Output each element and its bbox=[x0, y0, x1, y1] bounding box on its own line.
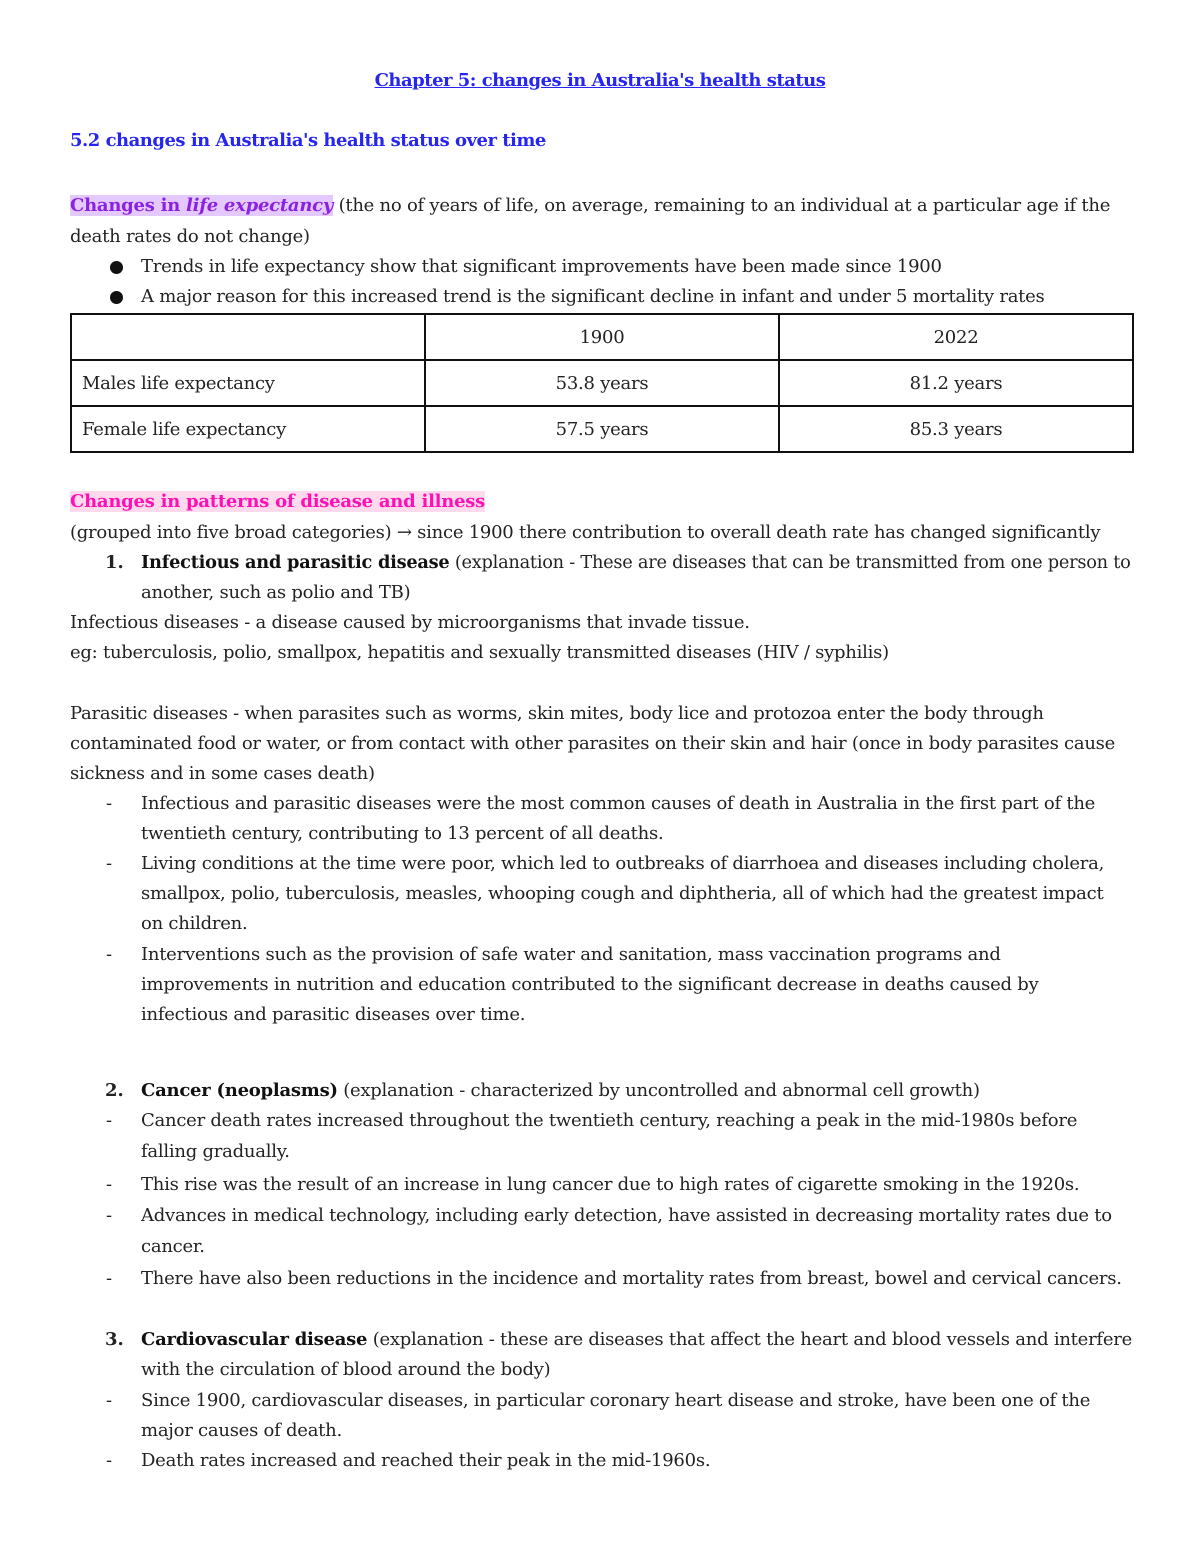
table-header-row bbox=[71, 314, 1133, 360]
table-cell: 57.5 years bbox=[425, 406, 779, 452]
list-item: on children. bbox=[141, 913, 248, 934]
disease-heading-line bbox=[70, 487, 485, 517]
list-item: falling gradually. bbox=[141, 1141, 290, 1162]
table-cell: 85.3 years bbox=[779, 406, 1133, 452]
cardio-explanation: (explanation - these are diseases that affect the heart and blood vessels and interfere bbox=[367, 1329, 1132, 1350]
list-number: 3. bbox=[105, 1329, 124, 1350]
section-subtitle: 5.2 changes in Australia's health status over time bbox=[70, 130, 546, 151]
list-item: Since 1900, cardiovascular diseases, in particular coronary heart disease and stroke, have been one of the bbox=[141, 1390, 1091, 1411]
list-item: infectious and parasitic diseases over time. bbox=[141, 1004, 526, 1025]
list-dash: - bbox=[106, 1110, 113, 1131]
list-item: Cancer death rates increased throughout the twentieth century, reaching a peak in the mid-1980s before bbox=[141, 1110, 1078, 1131]
list-dash: - bbox=[106, 1205, 113, 1226]
list-item: improvements in nutrition and education contributed to the significant decrease in deaths caused by bbox=[141, 974, 1039, 995]
life-expectancy-heading-line bbox=[70, 191, 1110, 221]
infectious-examples: eg: tuberculosis, polio, smallpox, hepatitis and sexually transmitted diseases (HIV / syphilis) bbox=[70, 642, 889, 663]
list-item: cancer. bbox=[141, 1236, 205, 1257]
list-dash: - bbox=[106, 1174, 113, 1195]
table-header-cell: 2022 bbox=[779, 314, 1133, 360]
list-item: Death rates increased and reached their peak in the mid-1960s. bbox=[141, 1450, 711, 1471]
cancer-heading-line bbox=[141, 1076, 980, 1106]
list-dash: - bbox=[106, 1450, 113, 1471]
list-dash: - bbox=[106, 944, 113, 965]
infectious-explanation: (explanation - These are diseases that can be transmitted from one person to bbox=[449, 553, 1131, 573]
bullet-icon bbox=[110, 291, 123, 304]
list-number: 2. bbox=[105, 1080, 124, 1101]
table-header-cell: 1900 bbox=[425, 314, 779, 360]
cardio-heading-line bbox=[141, 1325, 1132, 1355]
bullet-icon bbox=[110, 261, 123, 274]
list-item: twentieth century, contributing to 13 percent of all deaths. bbox=[141, 823, 664, 844]
table-header-cell bbox=[71, 314, 425, 360]
infectious-explanation-cont: another, such as polio and TB) bbox=[141, 582, 411, 603]
list-item: Living conditions at the time were poor, which led to outbreaks of diarrhoea and diseases including cholera, bbox=[141, 853, 1105, 874]
list-item: smallpox, polio, tuberculosis, measles, whooping cough and diphtheria, all of which had the greatest impact bbox=[141, 883, 1104, 904]
list-item: Infectious and parasitic diseases were the most common causes of death in Australia in the first part of the bbox=[141, 793, 1096, 814]
table-row bbox=[71, 360, 1133, 406]
life-expectancy-table bbox=[70, 313, 1134, 453]
cancer-heading: Cancer (neoplasms) bbox=[141, 1080, 338, 1101]
life-expectancy-definition: (the no of years of life, on average, remaining to an individual at a particular age if the bbox=[333, 195, 1111, 216]
infectious-definition: Infectious diseases - a disease caused by microorganisms that invade tissue. bbox=[70, 612, 750, 633]
cardio-heading: Cardiovascular disease bbox=[141, 1329, 368, 1350]
cardio-explanation-cont: with the circulation of blood around the body) bbox=[141, 1359, 551, 1380]
cancer-explanation: (explanation - characterized by uncontrolled and abnormal cell growth) bbox=[337, 1080, 980, 1101]
list-dash: - bbox=[106, 853, 113, 874]
list-item: Advances in medical technology, including early detection, have assisted in decreasing mortality rates due to bbox=[141, 1205, 1112, 1226]
parasitic-definition-cont: sickness and in some cases death) bbox=[70, 763, 375, 784]
life-expectancy-bullet-2: A major reason for this increased trend is the significant decline in infant and under 5 mortality rates bbox=[141, 286, 1045, 307]
list-item: There have also been reductions in the incidence and mortality rates from breast, bowel and cervical cancers. bbox=[141, 1268, 1122, 1289]
infectious-heading: Infectious and parasitic disease bbox=[141, 552, 450, 573]
list-dash: - bbox=[106, 793, 113, 814]
parasitic-definition: Parasitic diseases - when parasites such as worms, skin mites, body lice and protozoa enter the body through bbox=[70, 703, 1044, 724]
list-dash: - bbox=[106, 1268, 113, 1289]
table-cell: 81.2 years bbox=[779, 360, 1133, 406]
list-number: 1. bbox=[105, 552, 124, 573]
table-cell: Males life expectancy bbox=[71, 360, 425, 406]
life-expectancy-definition-cont: death rates do not change) bbox=[70, 226, 310, 247]
life-expectancy-term: life expectancy bbox=[186, 195, 334, 216]
parasitic-definition-cont: contaminated food or water, or from contact with other parasites on their skin and hair (once in body parasites cause bbox=[70, 733, 1116, 754]
table-row bbox=[71, 406, 1133, 452]
life-expectancy-heading: Changes in life expectancy bbox=[70, 195, 334, 216]
list-item: major causes of death. bbox=[141, 1420, 342, 1441]
list-dash: - bbox=[106, 1390, 113, 1411]
infectious-heading-line bbox=[141, 548, 1131, 578]
page-title: Chapter 5: changes in Australia's health status bbox=[374, 70, 826, 91]
list-item: This rise was the result of an increase in lung cancer due to high rates of cigarette smoking in the 1920s. bbox=[141, 1174, 1080, 1195]
table-cell: Female life expectancy bbox=[71, 406, 425, 452]
list-item: Interventions such as the provision of safe water and sanitation, mass vaccination programs and bbox=[141, 944, 1001, 965]
disease-intro: (grouped into five broad categories) → since 1900 there contribution to overall death rate has changed significantly bbox=[70, 522, 1101, 543]
table-cell: 53.8 years bbox=[425, 360, 779, 406]
life-expectancy-bullet-1: Trends in life expectancy show that significant improvements have been made since 1900 bbox=[141, 256, 942, 277]
disease-heading: Changes in patterns of disease and illness bbox=[70, 491, 486, 512]
